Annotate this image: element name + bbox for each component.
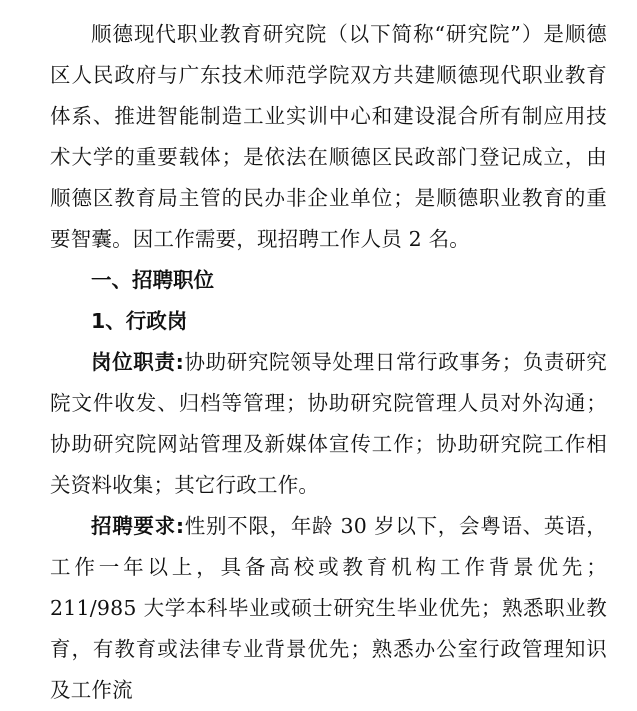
duties-paragraph	[50, 342, 607, 506]
requirements-text: 性别不限，年龄 30 岁以下，会粤语、英语，工作一年以上，具备高校或教育机构工作背景优先；211/985 大学本科毕业或硕士研究生毕业优先；熟悉职业教育，有教育或法律专业背景优先；熟悉办公室行政管理知识及工作流	[50, 514, 607, 702]
duties-text: 协助研究院领导处理日常行政事务；负责研究院文件收发、归档等管理；协助研究院管理人员对外沟通；协助研究院网站管理及新媒体宣传工作；协助研究院工作相关资料收集；其它行政工作。	[50, 350, 607, 497]
duties-label: 岗位职责:	[91, 350, 184, 374]
requirements-label: 招聘要求:	[91, 514, 185, 538]
section-heading: 一、招聘职位	[91, 268, 214, 292]
requirements-paragraph	[50, 506, 607, 711]
position-heading: 1、行政岗	[91, 309, 188, 333]
intro-paragraph: 顺德现代职业教育研究院（以下简称“研究院”）是顺德区人民政府与广东技术师范学院双方共建顺德现代职业教育体系、推进智能制造工业实训中心和建设混合所有制应用技术大学的重要载体；是依法在顺德区民政部门登记成立，由顺德区教育局主管的民办非企业单位；是顺德职业教育的重要智囊。因工作需要，现招聘工作人员 2 名。	[50, 22, 607, 251]
